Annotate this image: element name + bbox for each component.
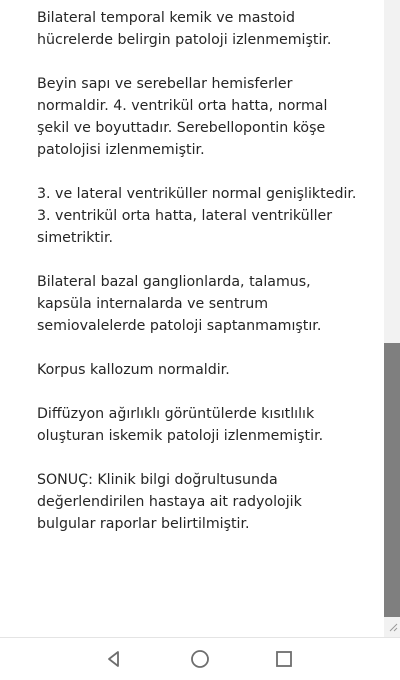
report-text [37, 7, 377, 557]
system-navigation-bar [0, 637, 400, 680]
report-paragraph-temporal-bone: Bilateral temporal kemik ve mastoid hücrelerde belirgin patoloji izlenmemiştir. [37, 10, 332, 48]
report-paragraph-diffusion: Diffüzyon ağırlıklı görüntülerde kısıtlılık oluşturan iskemik patoloji izlenmemiştir. [37, 406, 324, 444]
report-paragraph-conclusion: SONUÇ: Klinik bilgi doğrultusunda değerlendirilen hastaya ait radyolojik bulgular raporlar belirtilmiştir. [37, 472, 302, 532]
report-paragraph-corpus-callosum: Korpus kallozum normaldir. [37, 362, 230, 378]
back-icon [105, 650, 123, 668]
nav-home-button[interactable] [185, 646, 215, 672]
nav-back-button[interactable] [99, 646, 129, 672]
scrollbar-thumb[interactable] [384, 343, 400, 617]
report-paragraph-basal-ganglia: Bilateral bazal ganglionlarda, talamus, kapsüla internalarda ve sentrum semiovalelerde patoloji saptanmamıştır. [37, 274, 322, 334]
report-paragraph-brainstem: Beyin sapı ve serebellar hemisferler normaldir. 4. ventrikül orta hatta, normal şekil ve boyuttadır. Serebellopontin köşe patolojisi izlenmemiştir. [37, 76, 328, 158]
report-paragraph-ventricles: 3. ve lateral ventriküller normal genişliktedir. 3. ventrikül orta hatta, lateral ventriküller simetriktir. [37, 186, 357, 246]
recents-icon [275, 650, 293, 668]
home-icon [190, 649, 210, 669]
resize-grip-icon[interactable] [388, 622, 398, 632]
nav-recents-button[interactable] [269, 646, 299, 672]
